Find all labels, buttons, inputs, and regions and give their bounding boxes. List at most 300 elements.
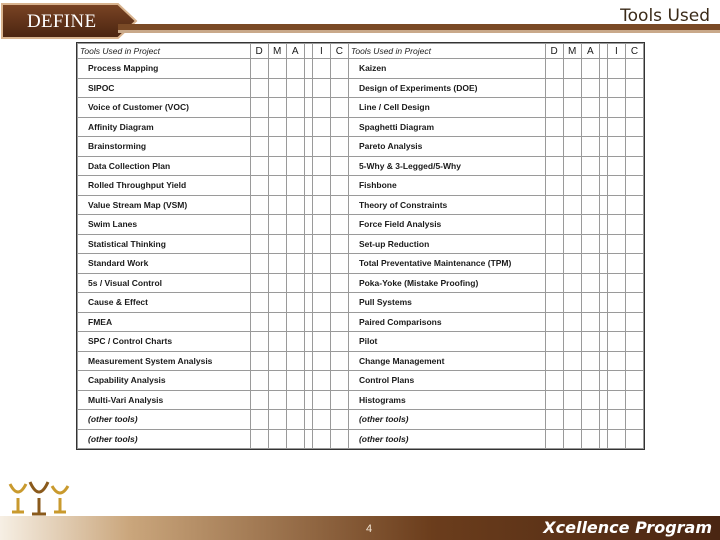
spacer-cell — [599, 410, 607, 430]
spacer-cell — [304, 234, 312, 254]
phase-checkbox-m[interactable] — [563, 176, 581, 196]
phase-checkbox-i[interactable] — [312, 273, 330, 293]
phase-checkbox-d[interactable] — [545, 176, 563, 196]
phase-header-m: M — [563, 44, 581, 59]
phase-checkbox-d[interactable] — [545, 195, 563, 215]
phase-checkbox-a[interactable] — [581, 98, 599, 118]
phase-checkbox-m[interactable] — [268, 156, 286, 176]
phase-checkbox-c[interactable] — [330, 371, 348, 391]
phase-checkbox-a[interactable] — [581, 234, 599, 254]
phase-checkbox-a[interactable] — [286, 390, 304, 410]
phase-checkbox-c[interactable] — [330, 137, 348, 157]
table-header-row — [78, 44, 644, 59]
spacer-cell — [599, 234, 607, 254]
phase-header-i: I — [312, 44, 330, 59]
phase-checkbox-i[interactable] — [312, 59, 330, 79]
phase-checkbox-d[interactable] — [250, 273, 268, 293]
phase-checkbox-i[interactable] — [312, 332, 330, 352]
spacer-cell — [599, 98, 607, 118]
phase-checkbox-m[interactable] — [268, 390, 286, 410]
phase-checkbox-d[interactable] — [250, 195, 268, 215]
phase-checkbox-c[interactable] — [625, 176, 643, 196]
phase-checkbox-c[interactable] — [625, 254, 643, 274]
phase-checkbox-i[interactable] — [607, 371, 625, 391]
phase-checkbox-m[interactable] — [563, 156, 581, 176]
tool-name-left: Rolled Throughput Yield — [78, 176, 251, 196]
phase-checkbox-a[interactable] — [286, 195, 304, 215]
phase-checkbox-m[interactable] — [268, 410, 286, 430]
phase-checkbox-i[interactable] — [312, 351, 330, 371]
phase-checkbox-m[interactable] — [563, 98, 581, 118]
phase-header-a: A — [286, 44, 304, 59]
phase-checkbox-m[interactable] — [268, 117, 286, 137]
phase-checkbox-d[interactable] — [250, 98, 268, 118]
phase-checkbox-m[interactable] — [268, 332, 286, 352]
phase-checkbox-c[interactable] — [625, 429, 643, 449]
phase-checkbox-a[interactable] — [581, 293, 599, 313]
table-row — [78, 293, 644, 313]
phase-checkbox-c[interactable] — [625, 215, 643, 235]
phase-checkbox-a[interactable] — [286, 351, 304, 371]
phase-checkbox-d[interactable] — [545, 234, 563, 254]
spacer-cell — [599, 332, 607, 352]
spacer-cell — [304, 78, 312, 98]
phase-checkbox-a[interactable] — [286, 117, 304, 137]
phase-checkbox-d[interactable] — [250, 215, 268, 235]
phase-checkbox-a[interactable] — [286, 254, 304, 274]
phase-checkbox-m[interactable] — [563, 195, 581, 215]
spacer-cell — [599, 156, 607, 176]
phase-checkbox-c[interactable] — [330, 273, 348, 293]
phase-checkbox-c[interactable] — [625, 293, 643, 313]
phase-checkbox-m[interactable] — [563, 137, 581, 157]
phase-checkbox-m[interactable] — [268, 234, 286, 254]
tool-name-right: Control Plans — [348, 371, 545, 391]
phase-checkbox-i[interactable] — [312, 215, 330, 235]
page-title: Tools Used — [620, 6, 710, 26]
phase-checkbox-i[interactable] — [607, 215, 625, 235]
phase-checkbox-c[interactable] — [625, 234, 643, 254]
table-row — [78, 137, 644, 157]
phase-checkbox-m[interactable] — [268, 429, 286, 449]
tool-name-left: Capability Analysis — [78, 371, 251, 391]
table-row — [78, 98, 644, 118]
phase-checkbox-d[interactable] — [545, 78, 563, 98]
phase-checkbox-a[interactable] — [286, 137, 304, 157]
phase-checkbox-m[interactable] — [563, 312, 581, 332]
phase-checkbox-m[interactable] — [268, 293, 286, 313]
phase-checkbox-i[interactable] — [607, 410, 625, 430]
phase-checkbox-c[interactable] — [625, 351, 643, 371]
section-label: DEFINE — [27, 11, 97, 32]
phase-checkbox-a[interactable] — [581, 332, 599, 352]
phase-checkbox-i[interactable] — [607, 117, 625, 137]
phase-checkbox-m[interactable] — [268, 78, 286, 98]
phase-checkbox-a[interactable] — [286, 273, 304, 293]
spacer-cell — [599, 390, 607, 410]
phase-checkbox-d[interactable] — [545, 98, 563, 118]
phase-checkbox-d[interactable] — [250, 390, 268, 410]
phase-checkbox-a[interactable] — [581, 390, 599, 410]
spacer-cell — [599, 176, 607, 196]
tool-name-right: Design of Experiments (DOE) — [348, 78, 545, 98]
phase-checkbox-d[interactable] — [250, 312, 268, 332]
phase-checkbox-a[interactable] — [581, 312, 599, 332]
phase-checkbox-m[interactable] — [563, 410, 581, 430]
left-column-header: Tools Used in Project — [78, 44, 251, 59]
right-column-header: Tools Used in Project — [348, 44, 545, 59]
phase-checkbox-d[interactable] — [250, 137, 268, 157]
phase-header-d: D — [250, 44, 268, 59]
page-number: 4 — [366, 523, 373, 535]
phase-checkbox-i[interactable] — [312, 312, 330, 332]
phase-checkbox-d[interactable] — [545, 332, 563, 352]
tool-name-left: (other tools) — [78, 429, 251, 449]
phase-checkbox-d[interactable] — [545, 137, 563, 157]
phase-checkbox-i[interactable] — [312, 176, 330, 196]
tool-name-left: FMEA — [78, 312, 251, 332]
phase-checkbox-i[interactable] — [312, 293, 330, 313]
phase-checkbox-d[interactable] — [250, 351, 268, 371]
phase-checkbox-d[interactable] — [250, 78, 268, 98]
phase-checkbox-c[interactable] — [330, 293, 348, 313]
phase-checkbox-i[interactable] — [607, 312, 625, 332]
phase-checkbox-i[interactable] — [607, 293, 625, 313]
phase-checkbox-i[interactable] — [607, 332, 625, 352]
phase-checkbox-d[interactable] — [250, 156, 268, 176]
spacer-cell — [304, 44, 312, 59]
phase-checkbox-m[interactable] — [268, 351, 286, 371]
phase-checkbox-m[interactable] — [563, 390, 581, 410]
phase-checkbox-i[interactable] — [607, 59, 625, 79]
phase-checkbox-i[interactable] — [607, 195, 625, 215]
spacer-cell — [599, 371, 607, 391]
tool-name-right: Histograms — [348, 390, 545, 410]
phase-checkbox-d[interactable] — [250, 176, 268, 196]
section-tab — [0, 2, 138, 40]
spacer-cell — [304, 59, 312, 79]
phase-checkbox-c[interactable] — [330, 98, 348, 118]
phase-checkbox-m[interactable] — [563, 429, 581, 449]
spacer-cell — [599, 351, 607, 371]
phase-checkbox-m[interactable] — [268, 137, 286, 157]
phase-checkbox-a[interactable] — [286, 156, 304, 176]
table-row — [78, 312, 644, 332]
phase-checkbox-d[interactable] — [545, 390, 563, 410]
phase-checkbox-d[interactable] — [545, 293, 563, 313]
spacer-cell — [304, 98, 312, 118]
phase-checkbox-a[interactable] — [581, 117, 599, 137]
phase-checkbox-c[interactable] — [330, 351, 348, 371]
phase-checkbox-m[interactable] — [268, 254, 286, 274]
spacer-cell — [599, 78, 607, 98]
phase-checkbox-c[interactable] — [330, 215, 348, 235]
phase-checkbox-d[interactable] — [250, 332, 268, 352]
phase-checkbox-m[interactable] — [563, 234, 581, 254]
tool-name-left: SIPOC — [78, 78, 251, 98]
table-row — [78, 371, 644, 391]
spacer-cell — [304, 273, 312, 293]
phase-checkbox-i[interactable] — [312, 254, 330, 274]
phase-checkbox-a[interactable] — [581, 176, 599, 196]
phase-checkbox-i[interactable] — [312, 410, 330, 430]
phase-checkbox-c[interactable] — [625, 273, 643, 293]
phase-checkbox-d[interactable] — [250, 59, 268, 79]
spacer-cell — [304, 176, 312, 196]
phase-checkbox-c[interactable] — [625, 410, 643, 430]
phase-checkbox-m[interactable] — [563, 59, 581, 79]
tool-name-right: (other tools) — [348, 429, 545, 449]
spacer-cell — [304, 351, 312, 371]
phase-checkbox-a[interactable] — [581, 215, 599, 235]
phase-checkbox-d[interactable] — [250, 293, 268, 313]
phase-checkbox-a[interactable] — [581, 371, 599, 391]
tool-name-left: Voice of Customer (VOC) — [78, 98, 251, 118]
phase-checkbox-c[interactable] — [330, 332, 348, 352]
phase-checkbox-i[interactable] — [312, 234, 330, 254]
spacer-cell — [304, 117, 312, 137]
phase-checkbox-m[interactable] — [268, 371, 286, 391]
phase-checkbox-i[interactable] — [312, 137, 330, 157]
spacer-cell — [304, 137, 312, 157]
tool-name-left: Data Collection Plan — [78, 156, 251, 176]
tool-name-left: Multi-Vari Analysis — [78, 390, 251, 410]
phase-checkbox-d[interactable] — [545, 410, 563, 430]
phase-checkbox-m[interactable] — [563, 273, 581, 293]
spacer-cell — [599, 44, 607, 59]
phase-header-d: D — [545, 44, 563, 59]
phase-checkbox-a[interactable] — [581, 410, 599, 430]
phase-checkbox-a[interactable] — [581, 78, 599, 98]
program-name: Xcellence Program — [543, 518, 712, 537]
phase-checkbox-i[interactable] — [312, 98, 330, 118]
spacer-cell — [599, 312, 607, 332]
spacer-cell — [599, 215, 607, 235]
phase-checkbox-i[interactable] — [607, 273, 625, 293]
phase-checkbox-d[interactable] — [250, 117, 268, 137]
phase-checkbox-a[interactable] — [286, 312, 304, 332]
spacer-cell — [304, 156, 312, 176]
phase-checkbox-a[interactable] — [286, 176, 304, 196]
table-row — [78, 410, 644, 430]
phase-checkbox-c[interactable] — [330, 176, 348, 196]
phase-checkbox-m[interactable] — [268, 215, 286, 235]
table-row — [78, 59, 644, 79]
phase-checkbox-c[interactable] — [330, 312, 348, 332]
phase-checkbox-a[interactable] — [286, 215, 304, 235]
phase-checkbox-c[interactable] — [330, 195, 348, 215]
phase-checkbox-c[interactable] — [625, 98, 643, 118]
phase-checkbox-a[interactable] — [581, 195, 599, 215]
phase-checkbox-i[interactable] — [607, 78, 625, 98]
phase-checkbox-m[interactable] — [563, 371, 581, 391]
phase-checkbox-i[interactable] — [607, 137, 625, 157]
spacer-cell — [599, 429, 607, 449]
spacer-cell — [599, 293, 607, 313]
phase-checkbox-d[interactable] — [545, 371, 563, 391]
tool-name-right: Poka-Yoke (Mistake Proofing) — [348, 273, 545, 293]
phase-checkbox-a[interactable] — [286, 59, 304, 79]
phase-header-a: A — [581, 44, 599, 59]
phase-checkbox-c[interactable] — [330, 410, 348, 430]
phase-checkbox-i[interactable] — [607, 390, 625, 410]
phase-checkbox-i[interactable] — [312, 195, 330, 215]
phase-checkbox-i[interactable] — [312, 156, 330, 176]
phase-checkbox-m[interactable] — [563, 254, 581, 274]
spacer-cell — [304, 293, 312, 313]
phase-checkbox-d[interactable] — [545, 156, 563, 176]
phase-checkbox-c[interactable] — [625, 59, 643, 79]
phase-checkbox-d[interactable] — [250, 410, 268, 430]
tool-name-right: Kaizen — [348, 59, 545, 79]
table-row — [78, 332, 644, 352]
phase-checkbox-d[interactable] — [250, 234, 268, 254]
phase-checkbox-a[interactable] — [286, 293, 304, 313]
table-row — [78, 273, 644, 293]
spacer-cell — [599, 137, 607, 157]
phase-checkbox-m[interactable] — [268, 59, 286, 79]
phase-checkbox-i[interactable] — [607, 351, 625, 371]
phase-checkbox-c[interactable] — [330, 117, 348, 137]
phase-checkbox-a[interactable] — [581, 59, 599, 79]
phase-checkbox-m[interactable] — [268, 195, 286, 215]
tool-name-right: Paired Comparisons — [348, 312, 545, 332]
tool-name-right: Pareto Analysis — [348, 137, 545, 157]
tool-name-left: Measurement System Analysis — [78, 351, 251, 371]
phase-checkbox-i[interactable] — [312, 117, 330, 137]
phase-checkbox-i[interactable] — [607, 98, 625, 118]
spacer-cell — [599, 254, 607, 274]
phase-checkbox-a[interactable] — [286, 234, 304, 254]
phase-checkbox-i[interactable] — [312, 371, 330, 391]
phase-checkbox-m[interactable] — [563, 351, 581, 371]
phase-checkbox-i[interactable] — [312, 390, 330, 410]
phase-checkbox-d[interactable] — [250, 371, 268, 391]
tool-name-right: Spaghetti Diagram — [348, 117, 545, 137]
phase-header-i: I — [607, 44, 625, 59]
phase-checkbox-m[interactable] — [563, 293, 581, 313]
phase-checkbox-i[interactable] — [607, 176, 625, 196]
phase-checkbox-d[interactable] — [545, 273, 563, 293]
tool-name-right: Fishbone — [348, 176, 545, 196]
spacer-cell — [599, 195, 607, 215]
phase-checkbox-i[interactable] — [607, 254, 625, 274]
phase-checkbox-m[interactable] — [563, 117, 581, 137]
phase-checkbox-a[interactable] — [581, 351, 599, 371]
spacer-cell — [304, 429, 312, 449]
phase-checkbox-m[interactable] — [268, 98, 286, 118]
phase-checkbox-d[interactable] — [545, 429, 563, 449]
phase-checkbox-c[interactable] — [330, 254, 348, 274]
phase-checkbox-c[interactable] — [625, 137, 643, 157]
phase-checkbox-c[interactable] — [625, 312, 643, 332]
phase-checkbox-m[interactable] — [563, 215, 581, 235]
phase-checkbox-d[interactable] — [545, 117, 563, 137]
spacer-cell — [304, 371, 312, 391]
phase-checkbox-a[interactable] — [581, 254, 599, 274]
tool-name-right: Total Preventative Maintenance (TPM) — [348, 254, 545, 274]
phase-checkbox-a[interactable] — [581, 273, 599, 293]
phase-checkbox-c[interactable] — [625, 117, 643, 137]
phase-checkbox-c[interactable] — [330, 429, 348, 449]
tool-name-left: Affinity Diagram — [78, 117, 251, 137]
spacer-cell — [304, 390, 312, 410]
tool-name-left: (other tools) — [78, 410, 251, 430]
phase-checkbox-c[interactable] — [330, 78, 348, 98]
phase-checkbox-a[interactable] — [581, 137, 599, 157]
phase-checkbox-c[interactable] — [330, 59, 348, 79]
table-row — [78, 234, 644, 254]
phase-checkbox-a[interactable] — [286, 78, 304, 98]
tool-name-left: Statistical Thinking — [78, 234, 251, 254]
phase-checkbox-a[interactable] — [286, 371, 304, 391]
phase-checkbox-a[interactable] — [286, 332, 304, 352]
tools-table — [76, 42, 645, 450]
phase-checkbox-c[interactable] — [330, 156, 348, 176]
phase-checkbox-m[interactable] — [563, 78, 581, 98]
phase-checkbox-c[interactable] — [625, 371, 643, 391]
phase-checkbox-d[interactable] — [545, 59, 563, 79]
phase-checkbox-c[interactable] — [330, 234, 348, 254]
tool-name-right: Pilot — [348, 332, 545, 352]
spacer-cell — [304, 312, 312, 332]
phase-checkbox-i[interactable] — [607, 429, 625, 449]
phase-checkbox-c[interactable] — [625, 390, 643, 410]
phase-checkbox-a[interactable] — [286, 410, 304, 430]
table-row — [78, 156, 644, 176]
phase-checkbox-d[interactable] — [545, 312, 563, 332]
table-row — [78, 429, 644, 449]
phase-checkbox-d[interactable] — [545, 351, 563, 371]
phase-checkbox-m[interactable] — [268, 176, 286, 196]
phase-checkbox-c[interactable] — [625, 78, 643, 98]
phase-checkbox-i[interactable] — [607, 156, 625, 176]
phase-header-m: M — [268, 44, 286, 59]
spacer-cell — [304, 195, 312, 215]
tool-name-right: Pull Systems — [348, 293, 545, 313]
tool-name-right: Change Management — [348, 351, 545, 371]
table-row — [78, 117, 644, 137]
phase-checkbox-c[interactable] — [625, 195, 643, 215]
phase-checkbox-d[interactable] — [545, 254, 563, 274]
tool-name-left: Swim Lanes — [78, 215, 251, 235]
phase-checkbox-i[interactable] — [312, 78, 330, 98]
phase-checkbox-m[interactable] — [268, 273, 286, 293]
phase-checkbox-a[interactable] — [286, 429, 304, 449]
table-row — [78, 176, 644, 196]
tool-name-right: Theory of Constraints — [348, 195, 545, 215]
spacer-cell — [304, 215, 312, 235]
spacer-cell — [304, 410, 312, 430]
phase-checkbox-a[interactable] — [581, 156, 599, 176]
phase-checkbox-m[interactable] — [268, 312, 286, 332]
phase-checkbox-c[interactable] — [625, 156, 643, 176]
phase-checkbox-m[interactable] — [563, 332, 581, 352]
tool-name-left: Process Mapping — [78, 59, 251, 79]
phase-checkbox-d[interactable] — [545, 215, 563, 235]
spacer-cell — [304, 254, 312, 274]
phase-checkbox-d[interactable] — [250, 429, 268, 449]
phase-checkbox-c[interactable] — [330, 390, 348, 410]
phase-checkbox-d[interactable] — [250, 254, 268, 274]
phase-checkbox-i[interactable] — [607, 234, 625, 254]
phase-checkbox-a[interactable] — [581, 429, 599, 449]
phase-checkbox-c[interactable] — [625, 332, 643, 352]
table-row — [78, 195, 644, 215]
phase-checkbox-i[interactable] — [312, 429, 330, 449]
phase-checkbox-a[interactable] — [286, 98, 304, 118]
spacer-cell — [599, 117, 607, 137]
